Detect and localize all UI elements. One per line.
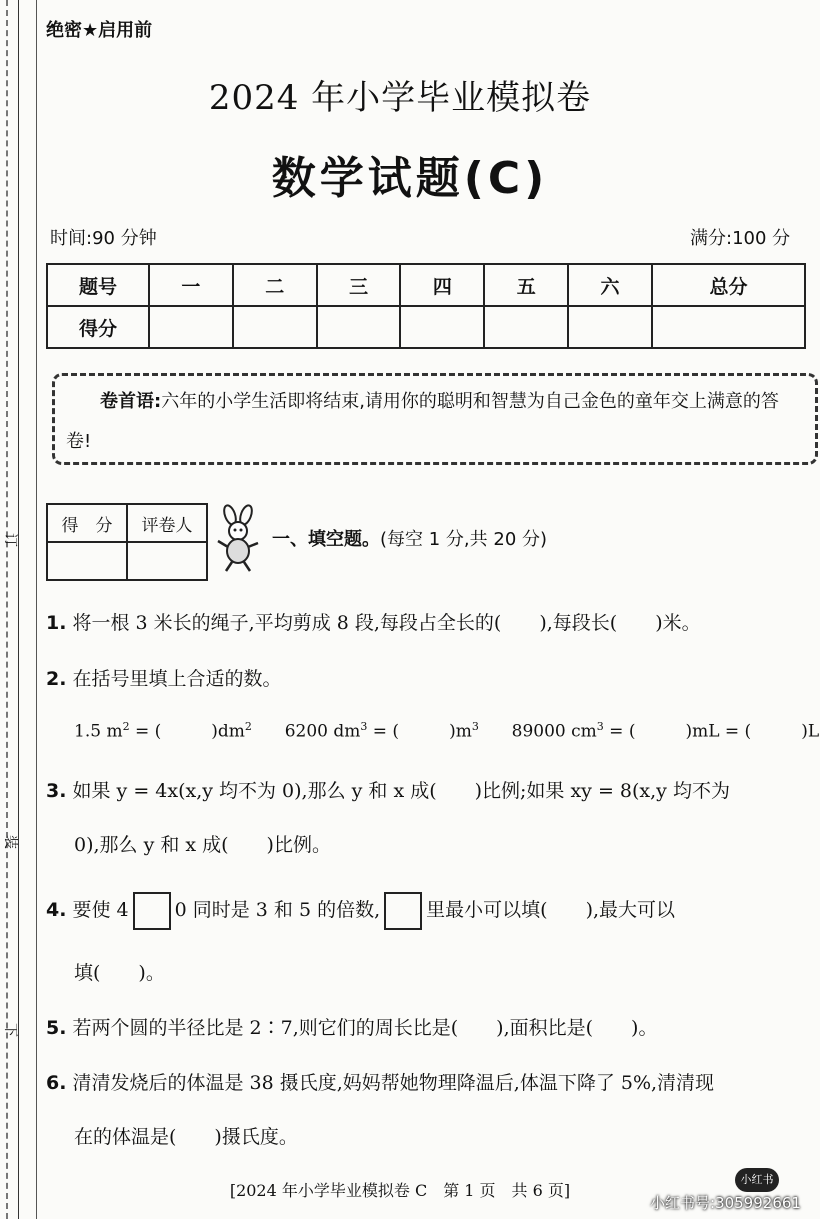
answer-box[interactable] xyxy=(133,892,171,930)
time-limit: 时间:90 分钟 xyxy=(50,228,157,249)
question-text: 要使 4 xyxy=(72,899,129,921)
question-6 xyxy=(46,1068,714,1095)
xiaohongshu-badge: 小红书 xyxy=(735,1168,779,1192)
score-header-cell: 一 xyxy=(149,264,233,306)
question-text: 0 同时是 3 和 5 的倍数, xyxy=(174,899,381,921)
q2-unit-c-end: )L xyxy=(801,721,820,742)
grader-name-cell[interactable] xyxy=(127,542,207,580)
q2-unit-b: )m xyxy=(449,721,472,742)
question-6-cont: 在的体温是( )摄氏度。 xyxy=(74,1126,298,1148)
q2-unit-c: )mL = ( xyxy=(685,721,752,742)
score-input-cell[interactable] xyxy=(317,306,401,348)
section-title xyxy=(272,525,547,551)
margin-char-zhuang: 装 xyxy=(2,835,18,849)
score-input-cell[interactable] xyxy=(149,306,233,348)
score-input-cell[interactable] xyxy=(652,306,805,348)
watermark: 小红书号:305992661 xyxy=(650,1194,801,1212)
rabbit-mascot-icon xyxy=(208,505,268,573)
score-input-cell[interactable] xyxy=(568,306,652,348)
exam-title: 2024 年小学毕业模拟卷 xyxy=(208,78,592,118)
answer-box[interactable] xyxy=(384,892,422,930)
question-4 xyxy=(46,892,675,930)
grader-score-cell[interactable] xyxy=(47,542,127,580)
question-4-cont: 填( )。 xyxy=(74,962,165,984)
score-header-cell: 二 xyxy=(233,264,317,306)
question-2-blanks: 1.5 $m^2$ = ( )$dm^2$ 6200 $dm^3$ = ( )$m^3$ 89000 $cm^3$ = ( )mL = ( )L xyxy=(74,720,820,742)
score-header-cell: 三 xyxy=(317,264,401,306)
score-table xyxy=(46,263,806,349)
score-table-header-row xyxy=(47,264,805,306)
score-header-cell: 题号 xyxy=(47,264,149,306)
grader-label: 评卷人 xyxy=(127,504,207,542)
score-header-cell: 五 xyxy=(484,264,568,306)
full-score: 满分:100 分 xyxy=(690,228,791,249)
question-number: 2. xyxy=(46,668,67,690)
grader-score-label: 得 分 xyxy=(47,504,127,542)
confidential-label: 绝密★启用前 xyxy=(46,20,153,41)
score-input-cell[interactable] xyxy=(484,306,568,348)
question-text: 里最小可以填( ),最大可以 xyxy=(426,899,676,921)
question-1 xyxy=(46,608,701,635)
question-number: 6. xyxy=(46,1072,67,1094)
preface-body: 六年的小学生活即将结束,请用你的聪明和智慧为自己金色的童年交上满意的答卷! xyxy=(66,391,779,452)
preface-text xyxy=(66,382,796,462)
q2-item-b: 6200 dm xyxy=(284,721,361,742)
score-table-score-row xyxy=(47,306,805,348)
question-3 xyxy=(46,776,730,803)
question-2 xyxy=(46,664,282,691)
question-text: 将一根 3 米长的绳子,平均剪成 8 段,每段占全长的( ),每段长( )米。 xyxy=(72,612,701,634)
subject-title: 数学试题(C) xyxy=(271,153,549,204)
q2-item-a: 1.5 m xyxy=(74,721,123,742)
question-5 xyxy=(46,1013,657,1040)
margin-char-ding: 订 xyxy=(2,533,18,547)
score-input-cell[interactable] xyxy=(233,306,317,348)
question-text: 在括号里填上合适的数。 xyxy=(72,668,282,690)
question-number: 1. xyxy=(46,612,67,634)
question-number: 5. xyxy=(46,1017,67,1039)
score-row-label: 得分 xyxy=(47,306,149,348)
q2-unit-a: )dm xyxy=(211,721,245,742)
question-number: 3. xyxy=(46,780,67,802)
page-footer: [2024 年小学毕业模拟卷 C 第 1 页 共 6 页] xyxy=(229,1181,571,1200)
section-heading: 一、填空题。 xyxy=(272,529,380,550)
question-text: 如果 y = 4x(x,y 均不为 0),那么 y 和 x 成( )比例;如果 xy = 8(x,y 均不为 xyxy=(72,780,730,802)
margin-char-xia: 下 xyxy=(2,1023,18,1037)
section-note: (每空 1 分,共 20 分) xyxy=(380,529,548,550)
score-input-cell[interactable] xyxy=(400,306,484,348)
score-header-cell: 总分 xyxy=(652,264,805,306)
score-header-cell: 六 xyxy=(568,264,652,306)
grader-table xyxy=(46,503,208,581)
preface-label: 卷首语: xyxy=(100,391,162,412)
question-number: 4. xyxy=(46,899,67,921)
q2-item-c: 89000 cm xyxy=(511,721,597,742)
question-text: 若两个圆的半径比是 2∶7,则它们的周长比是( ),面积比是( )。 xyxy=(72,1017,658,1039)
score-header-cell: 四 xyxy=(400,264,484,306)
question-3-cont: 0),那么 y 和 x 成( )比例。 xyxy=(74,834,331,856)
question-text: 清清发烧后的体温是 38 摄氏度,妈妈帮她物理降温后,体温下降了 5%,清清现 xyxy=(72,1072,715,1094)
